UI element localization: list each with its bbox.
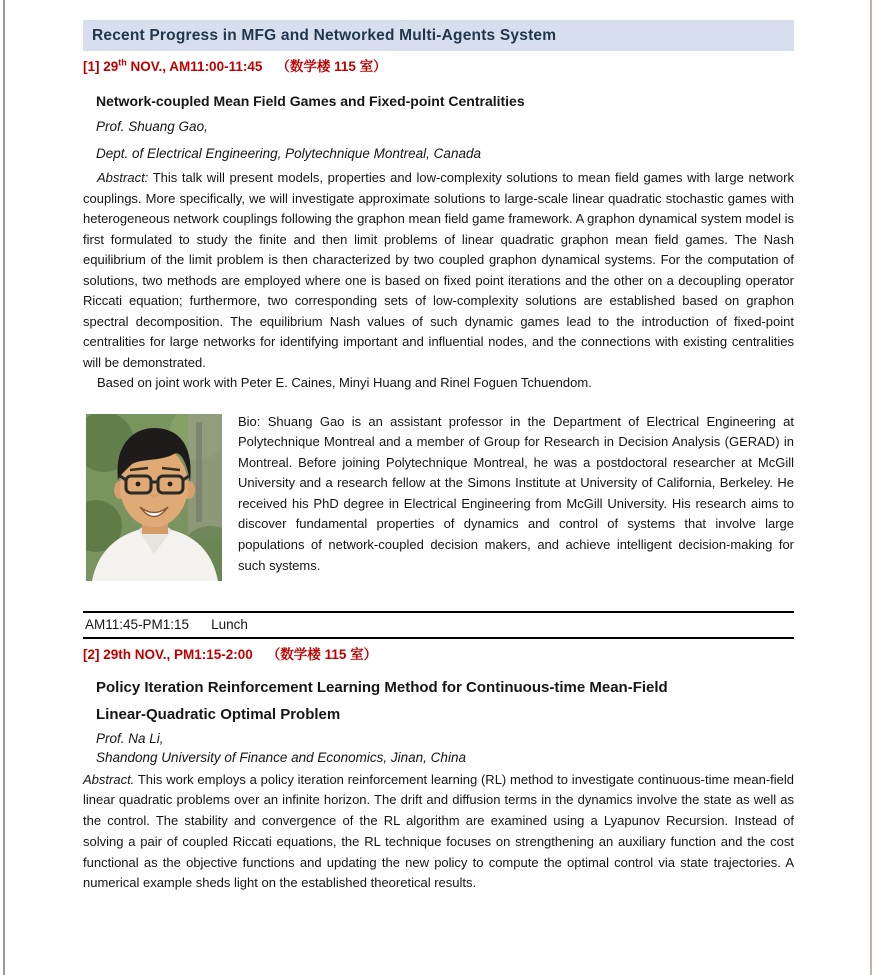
- program-title: Recent Progress in MFG and Networked Multi-Agents System: [92, 27, 557, 44]
- session2-talk-title-line1: Policy Iteration Reinforcement Learning Method for Continuous-time Mean-Field: [96, 678, 668, 696]
- lunch-label: Lunch: [211, 616, 248, 632]
- session1-bio: [83, 412, 794, 581]
- session1-datetime: NOV., AM11:00-11:45: [126, 59, 263, 74]
- session1-speaker: Prof. Shuang Gao,: [96, 119, 208, 134]
- session2-room: （数学楼 115 室）: [266, 646, 378, 662]
- session2-heading: [83, 646, 794, 664]
- session2-datetime: [2] 29th NOV., PM1:15-2:00: [83, 646, 253, 662]
- program-title-bar: [83, 20, 794, 51]
- session2-speaker: Prof. Na Li,: [96, 730, 164, 746]
- session1-affiliation: Dept. of Electrical Engineering, Polytechnique Montreal, Canada: [96, 146, 481, 161]
- session1-bio-text: Bio: Shuang Gao is an assistant professor in the Department of Electrical Engineering at Polytechnique Montreal and a member of Group for Research in Decision Analysis (GERAD) in Montreal. Before joining Polytechnique Montreal, he was a postdoctoral researcher at McGill University and a research fellow at the Simons Institute at University of California, Berkeley. He received his PhD degree in Electrical Engineering from McGill University. His research aims to discover fundamental properties of dynamics and control of systems that involve large populations of network-coupled decision makers, and achieve intelligent decision-making for such systems.: [238, 413, 794, 573]
- session1-abstract-text: This talk will present models, properties and low-complexity solutions to mean field games with large network couplings. More specifically, we will investigate approximate solutions to large-scale linear quadratic stochastic games with heterogeneous network couplings following the graphon mean field game framework. A graphon dynamical system model is first formulated to study the finite and then limit problems of linear quadratic graphon mean field games. The Nash equilibrium of the limit problem is then characterized by two coupled graphon dynamical systems. For the computation of solutions, two methods are employed where one is based on fixed point iterations and the other on a decoupling operator Riccati equation; furthermore, two corresponding sets of low-complexity solutions are established based on graphon spectral decomposition. The equilibrium Nash values of such dynamic games lead to the introduction of fixed-point centralities for large networks for identifying important and influential nodes, and the connections with existing centralities will be demonstrated.: [83, 170, 794, 370]
- session2-talk-title-line2: Linear-Quadratic Optimal Problem: [96, 705, 341, 723]
- speaker-photo: [86, 414, 222, 581]
- page-edge-right: [870, 0, 872, 975]
- session1-abstract-label: Abstract:: [97, 170, 149, 185]
- lunch-time: AM11:45-PM1:15: [85, 616, 190, 632]
- session1-room: （数学楼 115 室）: [276, 59, 387, 74]
- session1-date-prefix: [1] 29: [83, 59, 119, 74]
- lunch-row: [83, 611, 794, 639]
- session1-talk-title: Network-coupled Mean Field Games and Fixed-point Centralities: [96, 93, 525, 109]
- session2-abstract: [83, 770, 794, 895]
- page-edge-left: [3, 0, 5, 975]
- session2-affiliation: Shandong University of Finance and Economics, Jinan, China: [96, 749, 466, 765]
- session2-talk-title: [96, 674, 794, 728]
- session1-ordinal-sup: th: [118, 57, 127, 68]
- session1-heading: [83, 58, 794, 76]
- session1-abstract: [83, 168, 794, 373]
- session2-abstract-text: This work employs a policy iteration reinforcement learning (RL) method to investigate continuous-time mean-field linear quadratic problems over an infinite horizon. The drift and diffusion terms in the dynamics involve the state as well as the control. The stability and convergence of the RL algorithm are examined using a Lyapunov Recursion. Instead of solving a pair of coupled Riccati equations, the RL technique focuses on strengthening an auxiliary function and the cost functional as the objective functions and updating the new policy to compute the optimal control via state trajectories. A numerical example sheds light on the established theoretical results.: [83, 771, 794, 891]
- session2-abstract-label: Abstract.: [83, 771, 135, 787]
- session1-joint-work: Based on joint work with Peter E. Caines, Minyi Huang and Rinel Foguen Tchuendom.: [97, 375, 592, 390]
- document-page: [83, 0, 794, 894]
